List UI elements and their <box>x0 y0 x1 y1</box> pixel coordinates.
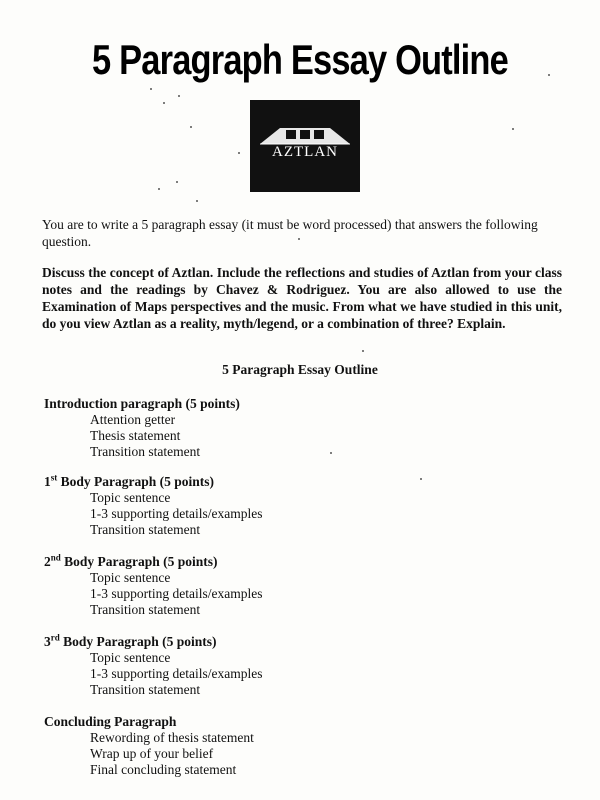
outline-section-body-3 <box>44 634 262 698</box>
scan-speck <box>330 452 332 454</box>
scan-speck <box>548 74 550 76</box>
logo-text: AZTLAN <box>272 144 338 160</box>
scan-speck <box>163 102 165 104</box>
scan-speck <box>420 478 422 480</box>
scan-speck <box>362 350 364 352</box>
section-heading: Introduction paragraph (5 points) <box>44 396 240 411</box>
scan-speck <box>150 88 152 90</box>
intro-paragraph: You are to write a 5 paragraph essay (it must be word processed) that answers the following question. <box>42 217 538 249</box>
scan-speck <box>178 95 180 97</box>
scan-speck <box>176 181 178 183</box>
section-heading: 2nd Body Paragraph (5 points) <box>44 552 218 569</box>
list-item: Final concluding statement <box>90 762 237 777</box>
list-item: Topic sentence <box>90 650 171 665</box>
scan-speck <box>196 200 198 202</box>
list-item: 1-3 supporting details/examples <box>90 666 263 681</box>
list-item: Wrap up of your belief <box>90 746 214 761</box>
outline-section-conclusion <box>44 714 254 778</box>
list-item: Transition statement <box>90 522 201 537</box>
scan-speck <box>190 126 192 128</box>
essay-question: Discuss the concept of Aztlan. Include the reflections and studies of Aztlan from your class notes and the readings by Chavez & Rodriguez. You are also allowed to use the Examination of Maps perspectives and the music. From what we have studied in this unit, do you view Aztlan as a reality, myth/legend, or a combination of three? Explain. <box>42 265 562 331</box>
outline-section-introduction <box>44 396 240 460</box>
section-heading: 1st Body Paragraph (5 points) <box>44 472 215 489</box>
list-item: Transition statement <box>90 682 201 697</box>
scan-speck <box>298 238 300 240</box>
outline-title: 5 Paragraph Essay Outline <box>222 362 378 377</box>
outline-section-body-2 <box>44 554 262 618</box>
list-item: Transition statement <box>90 444 201 459</box>
scan-speck <box>512 128 514 130</box>
list-item: Attention getter <box>90 412 176 427</box>
outline-section-body-1 <box>44 474 262 538</box>
list-item: Topic sentence <box>90 570 171 585</box>
list-item: 1-3 supporting details/examples <box>90 586 263 601</box>
list-item: Transition statement <box>90 602 201 617</box>
list-item: Rewording of thesis statement <box>90 730 254 745</box>
list-item: 1-3 supporting details/examples <box>90 506 263 521</box>
page-title: 5 Paragraph Essay Outline <box>92 36 508 83</box>
aztlan-logo <box>250 100 360 192</box>
list-item: Thesis statement <box>90 428 181 443</box>
scan-speck <box>238 152 240 154</box>
list-item: Topic sentence <box>90 490 171 505</box>
section-heading: Concluding Paragraph <box>44 714 177 729</box>
section-heading: 3rd Body Paragraph (5 points) <box>44 632 217 649</box>
scan-speck <box>158 188 160 190</box>
